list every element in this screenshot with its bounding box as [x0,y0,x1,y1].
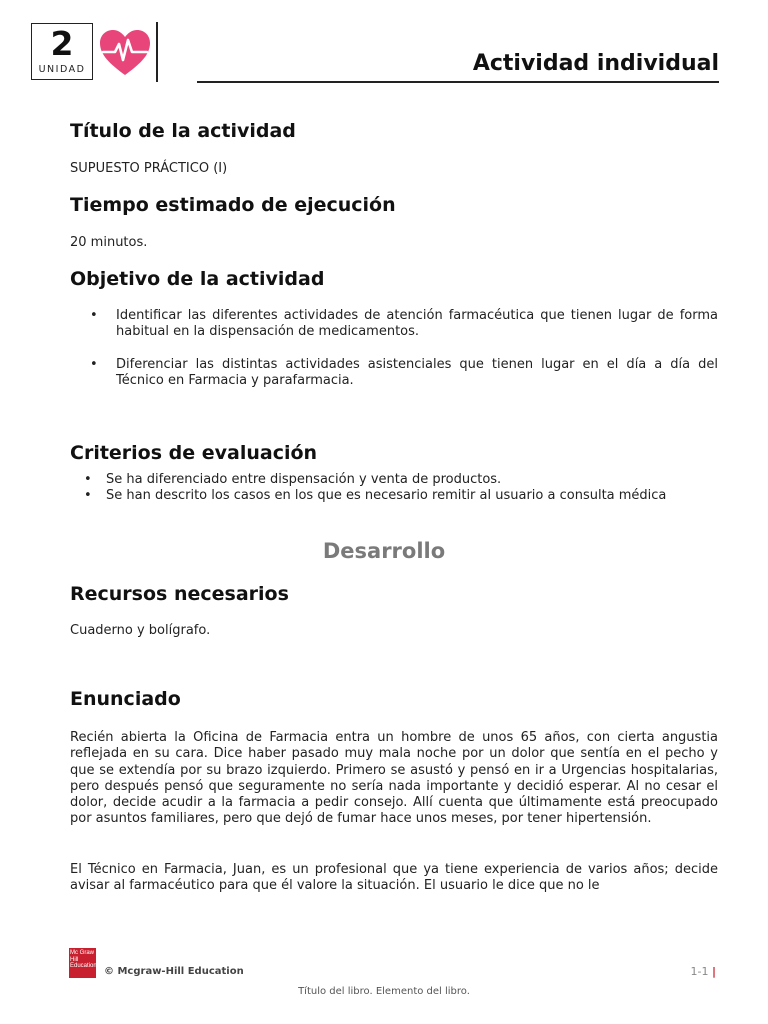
unit-number: 2 [50,24,74,63]
list-item: • Se han descrito los casos en los que es necesario remitir al usuario a consulta médica [70,488,718,504]
publisher-logo: Mc Graw Hill Education [69,948,96,978]
statement-paragraph: Recién abierta la Oficina de Farmacia entra un hombre de unos 65 años, con cierta angustia reflejada en su cara. Dice haber pasado muy mala noche por un dolor que sentía en el pecho y que se extendía por su brazo izquierdo. Primero se asustó y pensó en ir a Urgencias hospitalarias, pero después pensó que seguramente no sería nada importante y decidió esperar. Al no cesar el dolor, decide acudir a la farmacia a pedir consejo. Allí cuenta que últimamente está preocupado por asuntos familiares, pero que dejó de fumar hace unos meses, por tener hipertensión. [70,730,718,827]
unit-badge [31,23,93,80]
book-note: Título del libro. Elemento del libro. [298,986,470,997]
page-number-value: 1-1 [690,965,709,978]
time-estimate-text: 20 minutos. [70,235,148,250]
list-item: • Diferenciar las distintas actividades asistenciales que tienen lugar en el día a día del Técnico en Farmacia y parafarmacia. [70,357,718,390]
list-item: • Se ha diferenciado entre dispensación y venta de productos. [70,472,718,488]
copyright-text: © Mcgraw-Hill Education [104,966,244,977]
section-heading-objetivo: Objetivo de la actividad [70,268,325,290]
section-heading-enunciado: Enunciado [70,688,181,710]
heartbeat-heart-icon [98,28,152,78]
statement-paragraph: El Técnico en Farmacia, Juan, es un profesional que ya tiene experiencia de varios años; decide avisar al farmacéutico para que él valore la situación. El usuario le dice que no le [70,862,718,894]
criteria-list [70,472,718,505]
list-item: • Identificar las diferentes actividades de atención farmacéutica que tienen lugar de forma habitual en la dispensación de medicamentos. [70,308,718,341]
development-heading: Desarrollo [322,539,446,563]
section-heading-tiempo: Tiempo estimado de ejecución [70,194,396,216]
page-separator: | [711,965,716,978]
document-title: Actividad individual [472,51,719,76]
header-rule [197,81,719,83]
unit-label: UNIDAD [38,64,86,75]
section-heading-criterios: Criterios de evaluación [70,442,318,464]
header-divider-vertical [156,22,158,82]
activity-title-text: SUPUESTO PRÁCTICO (I) [70,161,228,176]
section-heading-recursos: Recursos necesarios [70,583,289,605]
resources-text: Cuaderno y bolígrafo. [70,623,211,638]
objectives-list [70,308,718,389]
section-heading-titulo: Título de la actividad [70,120,296,142]
page-number [691,965,717,978]
